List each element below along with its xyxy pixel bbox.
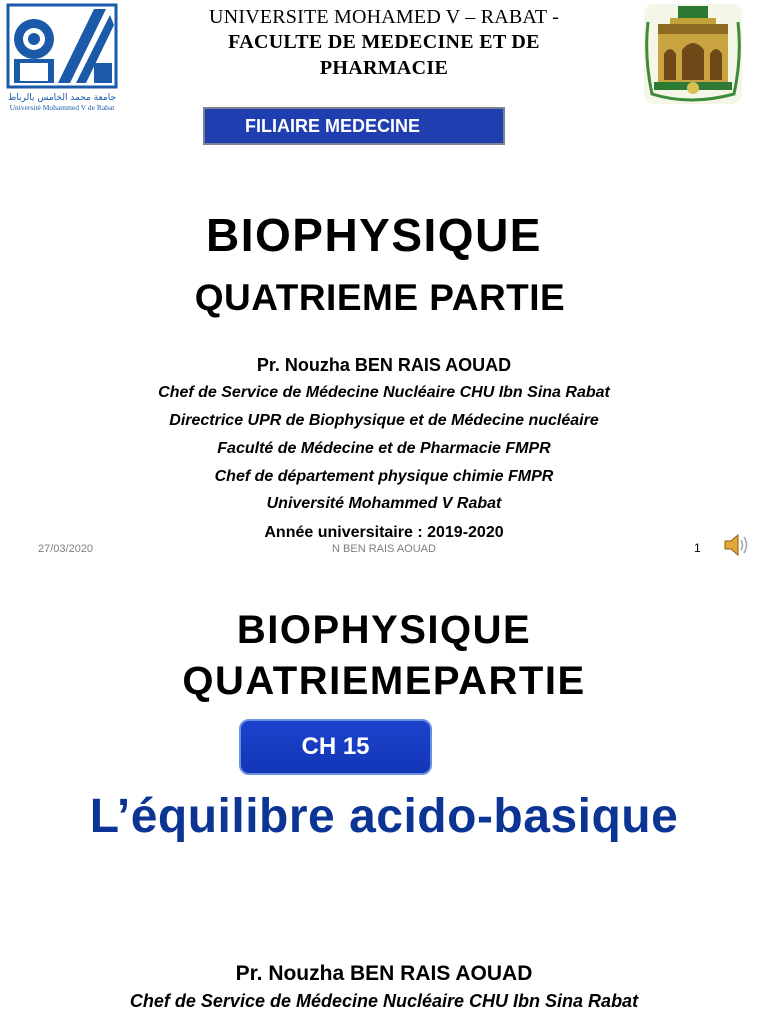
- speaker-icon[interactable]: [722, 531, 752, 559]
- faculty-name-line2: PHARMACIE: [319, 57, 449, 79]
- academic-year: Année universitaire : 2019-2020: [264, 524, 504, 541]
- logo-arabic-text: جامعة محمد الخامس بالرباط: [7, 93, 117, 103]
- role-line: Faculté de Médecine et de Pharmacie FMPR: [217, 440, 551, 457]
- footer-author: N BEN RAIS AOUAD: [332, 543, 436, 555]
- role-line: Directrice UPR de Biophysique et de Médecine nucléaire: [169, 412, 599, 429]
- footer-date: 27/03/2020: [38, 543, 94, 555]
- role-line: Chef de Service de Médecine Nucléaire CHU Ibn Sina Rabat: [158, 384, 610, 401]
- role-line: Chef de département physique chimie FMPR: [214, 468, 554, 485]
- slide1-subtitle: QUATRIEME PARTIE: [194, 277, 566, 318]
- faculty-name-line1: FACULTE DE MEDECINE ET DE: [228, 31, 540, 53]
- page-number: 1: [694, 541, 701, 555]
- chapter-topic: L’équilibre acido-basique: [89, 790, 679, 843]
- role-line: Université Mohammed V Rabat: [266, 495, 502, 512]
- chapter-badge: CH 15: [239, 719, 432, 775]
- faculty-emblem: [640, 2, 746, 106]
- slide2-title-line1: BIOPHYSIQUE: [236, 608, 532, 652]
- logo-latin-text: Université Mohammed V de Rabat: [9, 103, 115, 112]
- filiere-banner: FILIAIRE MEDECINE: [203, 107, 505, 145]
- university-name: UNIVERSITE MOHAMED V – RABAT -: [209, 6, 559, 28]
- slide2-role-line: Chef de Service de Médecine Nucléaire CHU Ibn Sina Rabat: [129, 991, 639, 1011]
- slide2-title-line2: QUATRIEMEPARTIE: [182, 659, 586, 703]
- slide2-professor-name: Pr. Nouzha BEN RAIS AOUAD: [235, 962, 533, 985]
- professor-name: Pr. Nouzha BEN RAIS AOUAD: [256, 355, 512, 375]
- slide1-title: BIOPHYSIQUE: [205, 209, 542, 261]
